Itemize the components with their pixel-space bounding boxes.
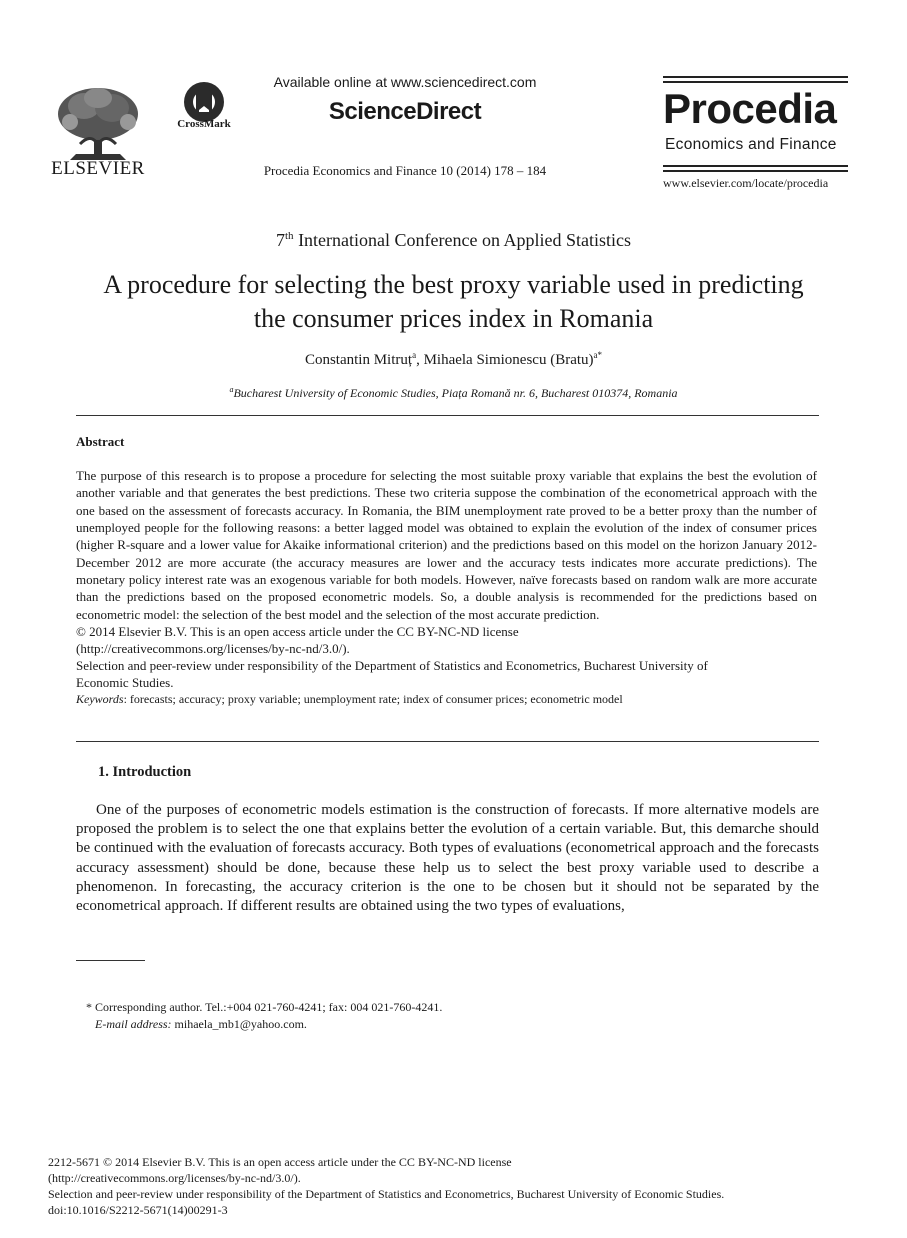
elsevier-wordmark: ELSEVIER xyxy=(51,158,145,179)
corresponding-author: * Corresponding author. Tel.:+004 021-760-4241; fax: 004 021-760-4241. xyxy=(86,1000,443,1014)
license-link[interactable]: (http://creativecommons.org/licenses/by-nc-nd/3.0/). xyxy=(76,641,350,657)
issn-copyright: 2212-5671 © 2014 Elsevier B.V. This is an open access article under the CC BY-NC-ND license xyxy=(48,1155,512,1169)
copyright-line: © 2014 Elsevier B.V. This is an open access article under the CC BY-NC-ND license xyxy=(76,624,519,640)
footnote-rule xyxy=(76,960,145,961)
sciencedirect-wordmark: ScienceDirect xyxy=(328,98,482,125)
abstract-block xyxy=(76,467,817,708)
affiliation: $^a$Bucharest University of Economic Studies, Piața Romană nr. 6, Bucharest 010374, Romania xyxy=(229,385,678,400)
divider xyxy=(76,415,819,416)
journal-reference: Procedia Economics and Finance 10 (2014) 178 – 184 xyxy=(263,163,547,178)
author-name: Mihaela Simionescu (Bratu) xyxy=(423,352,594,368)
paper-title: A procedure for selecting the best proxy variable used in predicting the consumer prices index in Romania xyxy=(103,270,804,333)
email-line: E-mail address: mihaela_mb1@yahoo.com. xyxy=(95,1017,307,1031)
peer-review-note-cont: Economic Studies. xyxy=(76,675,174,691)
procedia-subtitle: Economics and Finance xyxy=(665,136,837,153)
introduction-body: One of the purposes of econometric models estimation is the construction of forecasts. If more alternative models are proposed the problem is to select the one that explains better the evolution of a certain variable. But, this demarche should be continued with the evaluation of forecasts accuracy. Both types of evaluations (econometrical approach and the forecasts accuracy assessment) should be done, because these help us to select the best proxy variable used to describe a phenomenon. In forecasting, the accuracy criterion is the one to be chosen but it should not be separated by the econometrical approach. If different results are obtained using the two types of evaluations, xyxy=(76,802,819,915)
email-link[interactable]: mihaela_mb1@yahoo.com. xyxy=(171,1017,307,1031)
crossmark-label: CrossMark xyxy=(177,118,231,130)
procedia-bottom-rule xyxy=(663,165,848,167)
procedia-bottom-rule-2 xyxy=(663,170,848,172)
peer-review-note: Selection and peer-review under responsibility of the Department of Statistics and Econometrics, Bucharest University of xyxy=(76,658,708,674)
keywords: Keywords: forecasts; accuracy; proxy variable; unemployment rate; index of consumer prices; econometric model xyxy=(76,692,623,707)
footer-license-link[interactable]: (http://creativecommons.org/licenses/by-nc-nd/3.0/). xyxy=(48,1171,301,1185)
doi-link[interactable]: doi:10.1016/S2212-5671(14)00291-3 xyxy=(48,1203,228,1217)
procedia-top-rule-2 xyxy=(663,81,848,83)
footer-peer-review: Selection and peer-review under responsibility of the Department of Statistics and Econometrics, Bucharest University of Economic Studies. xyxy=(48,1187,725,1201)
divider xyxy=(76,741,819,742)
abstract-body: The purpose of this research is to propose a procedure for selecting the most suitable proxy variable that explains the best the evolution of another variable and that generates the best predictions. These two criteria suppose the combination of the econometrical approach with the one based on the assessment of forecasts accuracy. In Romania, the BIM unemployment rate proved to be a better proxy than the number of unemployed people for the following reasons: a better lagged model was obtained to explain the evolution of the index of consumer prices (higher R-square and a lower value for Akaike informational criterion) and the predictions based on this model on the horizon January 2012- December 2012 are more accurate (the accuracy measures are lower and the accuracy tests indicates more accurate predictions). The monetary policy interest rate was an exogenous variable for both models. However, naïve forecasts based on random walk are more accurate than the predictions based on the proposed econometric models. So, a double analysis is recommended for the predictions based on econometric model: the selection of the best model and the selection of the most accurate prediction. xyxy=(76,468,817,622)
section-heading: 1. Introduction xyxy=(98,764,192,780)
author-name: Constantin Mitruț xyxy=(304,352,413,368)
author-list: Constantin Mitruț$^a$, Mihaela Simionescu (Bratu)$^{a*}$ xyxy=(304,350,603,368)
conference-name: 7th International Conference on Applied Statistics xyxy=(276,230,631,250)
procedia-wordmark: Procedia xyxy=(663,85,837,132)
procedia-top-rule xyxy=(663,76,848,78)
procedia-url-link[interactable]: www.elsevier.com/locate/procedia xyxy=(663,176,829,190)
abstract-heading: Abstract xyxy=(76,434,125,449)
available-online-link[interactable]: Available online at www.sciencedirect.com xyxy=(273,74,537,90)
